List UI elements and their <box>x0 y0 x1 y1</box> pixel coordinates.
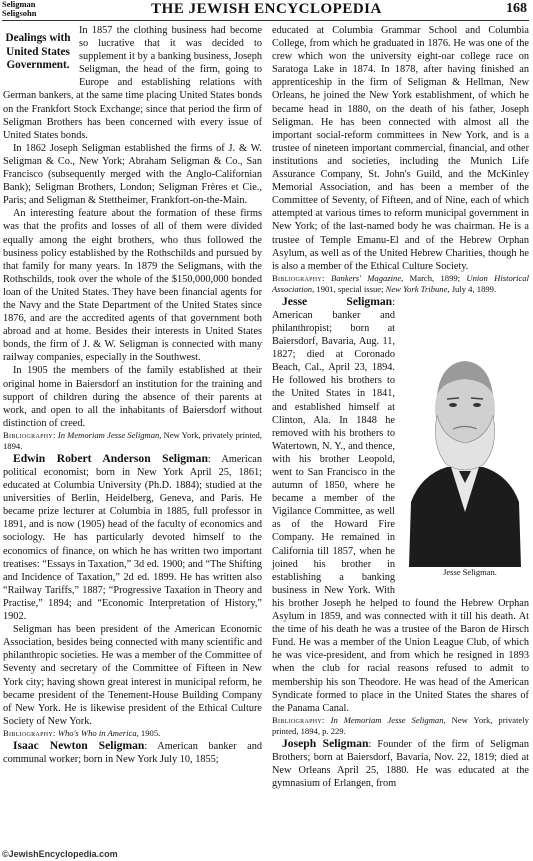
paragraph: In 1905 the members of the family established at their original home in Baiersdorf an institution for the training and support of children during the absence of their parents at work, and open to all the inhabitants of Baiersdorf without distinction of creed. <box>3 365 262 429</box>
entry-heading: Jesse Seligman <box>282 294 393 308</box>
entry <box>272 737 529 790</box>
page-title: THE JEWISH ENCYCLOPEDIA <box>151 1 382 17</box>
entry-heading: Isaac Newton Seligman <box>13 738 145 752</box>
portrait-figure <box>401 297 529 583</box>
bibliography-rest: March, 1899; <box>403 272 467 283</box>
bibliography-rest: July 4, 1899. <box>449 283 497 294</box>
entry-heading: Joseph Seligman <box>282 736 369 750</box>
watermark: ©JewishEncyclopedia.com <box>2 849 118 859</box>
bibliography-rest: New York, privately printed, 1894, p. 229. <box>272 714 529 736</box>
right-column <box>272 24 529 790</box>
margin-note: Dealings with United States Government. <box>5 32 71 71</box>
entry-text: : American banker and communal worker; born in New York July 10, 1855; <box>3 740 262 765</box>
paragraph: An interesting feature about the formation of these firms was that the profits and losses of all of them were divided equally among the eight brothers, who thus followed the business policy established by the Rothschilds and pursued by that family for many years. In 1879 the Seligmans, with the Rothschilds, took over the whole of the $150,000,000 bonded loan of the United States. They have been financial agents for the Navy and the State Department of the United States since 1876, and are the accredited agents of that government both abroad and at home. Besides their interests in United States bonds, the firm of J. & W. Seligman is connected with many railway companies, especially in the Southwest. <box>3 208 262 364</box>
bibliography <box>3 728 262 739</box>
bibliography <box>272 715 529 737</box>
header-rule <box>2 20 529 21</box>
bibliography-label: Bibliography: <box>272 272 325 283</box>
bibliography-rest: 1901, special issue; <box>314 283 386 294</box>
entry-text: : Founder of the firm of Seligman Brothers; born at Baiersdorf, Bavaria, Nov. 22, 1819; died at New Orleans April 25, 1880. He was educated at the gymnasium of Erlangen, from <box>272 738 530 790</box>
entry-text: : American political economist; born in New York April 25, 1861; educated at Columbia University (Ph.D. 1884); studied at the universities of Berlin, Heidelberg, Geneva, and Paris. He became prize lecturer at Columbia in 1885, full professor in 1891, and is now (1905) head of the faculty of economics and sociology. He has particularly devoted himself to the economics of finance, on which he has written two important treatises: “Essays in Taxation,” 3d ed. 1900; and “The Shifting and Incidence of Taxation,” 2d ed. 1899. He has written also “Railway Tariffs,” 1887; “Progressive Taxation in Theory and Practise,” 1894; and “Economic Interpretation of History,” 1902. <box>3 453 262 623</box>
portrait-engraving <box>401 297 529 567</box>
bibliography-title: New York Tribune, <box>385 283 450 294</box>
running-head-first: Seligman <box>2 0 36 9</box>
portrait-caption: Jesse Seligman. <box>443 566 497 577</box>
bibliography-rest: New York, privately printed, 1894. <box>3 429 262 451</box>
entry <box>3 739 262 766</box>
paragraph-text: In 1857 the clothing business had become so lucrative that it was decided to supplement it by a banking business, Joseph Seligman, the head of the firm, going to Europe and establishing relations with German bankers, at the same time placing United States bonds on the Frankfort Stock Exchange; since that period the firm of Seligman Brothers has been concerned with every issue of United States bonds. <box>3 25 262 141</box>
paragraph <box>3 24 262 142</box>
entry-heading: Edwin Robert Anderson Seligman <box>13 451 208 465</box>
paragraph: educated at Columbia Grammar School and Columbia College, from which he graduated in 1876. He was one of the crew which won the university eight-oar college race on Saratoga Lake in 1874. In 1878, after having finished an apprenticeship in the firm of Seligman & Hellman, New Orleans, he joined the New York establishment, of which he became head in 1880, on the death of his father, Joseph Seligman. He has been connected with almost all the important social-reform committees in New York, and is a trustee of nineteen important commercial, financial, and other institutions and societies, including the Munich Life Assurance Company, St. John's Guild, and the McKinley Memorial Association, and has been a member of the Committee of Seventy, of Fifteen, and of Nine, each of which attempted at various times to reform municipal government in New York; of the last-named body he was chairman. He is a trustee of Temple Emanu-El and of the Hebrew Orphan Asylum, as well as of the United Hebrew Charities, though he is also a member of the Ethical Culture Society. <box>272 25 529 272</box>
bibliography-title: Who's Who in America, <box>57 727 139 738</box>
page-header <box>0 0 533 20</box>
page-number: 168 <box>506 1 527 16</box>
left-column <box>3 24 262 766</box>
entry <box>3 452 262 623</box>
bibliography-label: Bibliography: <box>3 727 56 738</box>
paragraph: Seligman has been president of the American Economic Association, besides being connected with many scientific and philanthropic societies. He was a member of the Committee of Seventy and secretary of the Committee of Fifteen in New York city; having shown great interest in municipal reform, he became president of the Tenement-House Building Company of New York. He is likewise president of the Ethical Culture Society of New York. <box>3 624 262 727</box>
bibliography <box>272 273 529 295</box>
running-head-last: Seligsohn <box>2 8 37 18</box>
bibliography-label: Bibliography: <box>3 429 56 440</box>
entry <box>272 295 529 715</box>
bibliography-rest: 1905. <box>138 727 161 738</box>
paragraph: In 1862 Joseph Seligman established the firms of J. & W. Seligman & Co., New York; Abraham Seligman & Co., San Francisco (subsequently merged with the Anglo-Californian Bank); Seligman Brothers, London; Seligman Frères et Cie., Paris; and Seligman & Stettheimer, Frankfort-on-the-Main. <box>3 142 262 207</box>
bibliography-title: Union Historical Association, <box>272 272 529 294</box>
bibliography <box>3 430 262 452</box>
entry-text: : American banker and philanthropist; born at Baiersdorf, Bavaria, Aug. 11, 1827; died at Coronado Beach, Cal., April 23, 1894. He followed his brothers to the United States in 1841, and established himself at Clinton, Ala. In 1848 he removed with his brothers to Watertown, N. Y., and thence, with his brother Leopold, went to San Francisco in the autumn of 1850, where he became a member of the Vigilance Committee, as well as of the Howard Fire Company. He remained in California till 1857, when he joined his brother in establishing a banking business in New York. With his brother Joseph he helped to found the Hebrew Orphan Asylum in 1859, and was connected with it till his death. At the time of his death he was a trustee of the Baron de Hirsch Fund. He was a member of the Union League Club, of which he was vice-president, and from which he resigned in 1893 when the club for racial reasons refused to admit to membership his son Theodore. He was head of the American Syndicate formed to place in the United States the shares of the Panama Canal. <box>272 296 529 714</box>
bibliography-title: In Memoriam Jesse Seligman, <box>330 714 446 725</box>
bibliography-title: In Memoriam Jesse Seligman, <box>57 429 162 440</box>
bibliography-title: Bankers' Magazine, <box>330 272 404 283</box>
bibliography-label: Bibliography: <box>272 714 325 725</box>
